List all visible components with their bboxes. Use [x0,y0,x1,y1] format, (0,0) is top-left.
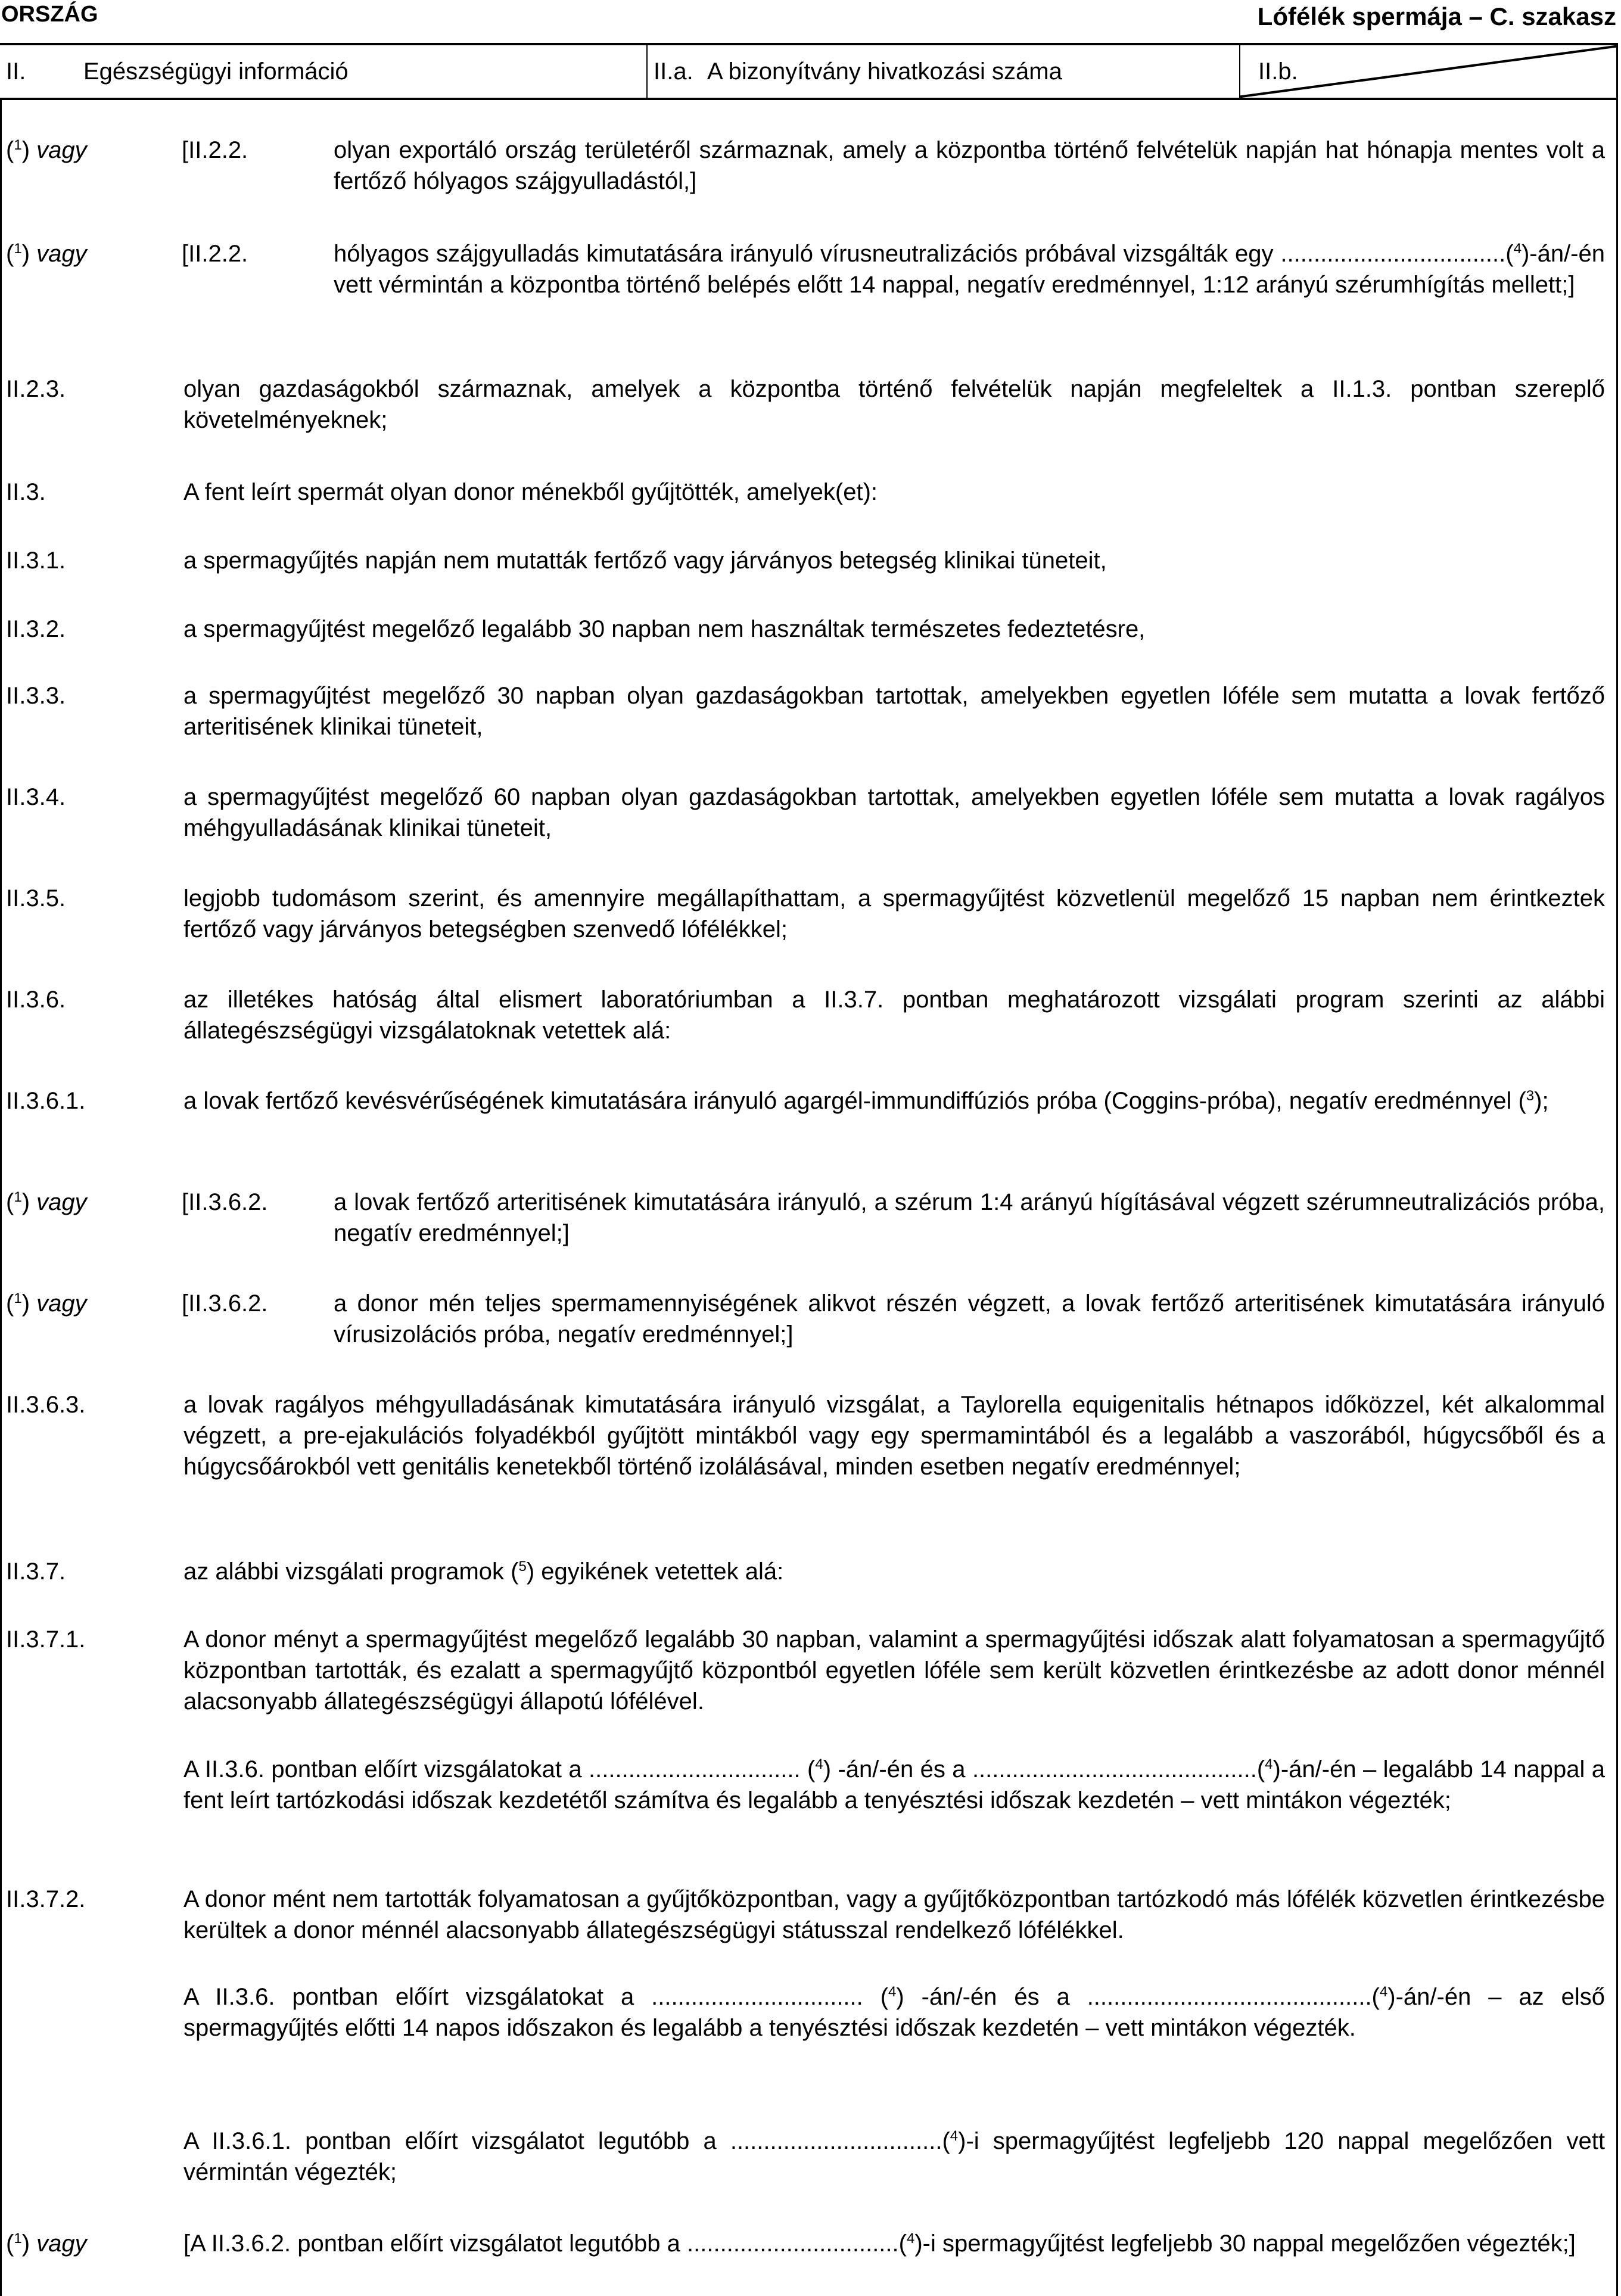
section-number: II. [6,58,26,85]
clause-ref: II.3.1. [6,547,66,574]
clause-ref: II.3.2. [6,616,66,642]
clause-ref: II.3.7.2. [6,1886,86,1912]
clause-text: legjobb tudomásom szerint, és amennyire megállapíthattam, a spermagyűjtést közvetlenül megelőző 15 napban nem érintkeztek fertőző vagy járványos betegségben szenvedő lófélékkel; [183,885,1605,942]
clause-ref: II.3.6.1. [6,1088,86,1114]
clause-ref: II.3. [6,479,46,505]
clause-ref: [II.2.2. [182,137,248,163]
clause-text: A donor mént nem tartották folyamatosan a gyűjtőközpontban, vagy a gyűjtőközpontban tartózkodó más lófélék közvetlen érintkezésbe kerültek a donor ménnél alacsonyabb állategészségügyi státusszal rendelkező lófélékkel. [183,1886,1605,1943]
clause-text: A fent leírt spermát olyan donor ménekből gyűjtötték, amelyek(et): [183,479,878,505]
reference-number-cell[interactable] [648,45,1240,98]
reference-number-label-num: II.a. [654,58,693,85]
clause-text: A donor ményt a spermagyűjtést megelőző legalább 30 napban, valamint a spermagyűjtési időszak alatt folyamatosan a spermagyűjtő központban tartották, és ezalatt a spermagyűjtő központból egyetlen lóféle sem került közvetlen érintkezésbe az adott donor ménnél alacsonyabb állategészségügyi állapotú lófélével. [183,1626,1605,1715]
clause-ref: II.3.3. [6,683,66,709]
clause-ref: II.3.7. [6,1558,66,1585]
clause-text: olyan gazdaságokból származnak, amelyek a központba történő felvételük napján megfeleltek a II.1.3. pontban szereplő követelményeknek; [183,376,1605,433]
reference-number-label: A bizonyítvány hivatkozási száma [707,58,1062,85]
clause-text-with-blanks[interactable]: A II.3.6.1. pontban előírt vizsgálatot legutóbb a ................................($^4$)-i spermagyűjtést legfeljebb 120 nappal megelőzően vett vérmintán végezték; [183,2128,1605,2185]
optional-marker: ($^1$) vagy [6,137,87,163]
optional-marker: ($^1$) vagy [6,241,87,267]
health-info-cell [0,45,648,98]
clause-ref: [II.2.2. [182,241,248,267]
clause-text: a lovak fertőző arteritisének kimutatására irányuló, a szérum 1:4 arányú hígításával végzett szérumneutralizációs próba, negatív eredménnyel;] [334,1189,1605,1246]
clause-text: olyan exportáló ország területéről származnak, amely a központba történő felvételük napján hat hónapja mentes volt a fertőző hólyagos szájgyulladástól,] [334,137,1605,194]
clause-text: a donor mén teljes spermamennyiségének alikvot részén végzett, a lovak fertőző arteritisének kimutatására irányuló vírusizolációs próba, negatív eredménnyel;] [334,1290,1605,1348]
section-title: Lófélék spermája – C. szakasz [1257,2,1616,30]
clause-text-with-blanks[interactable]: A II.3.6. pontban előírt vizsgálatokat a ................................ ($^4$) -án/-én és a ...........................................($^4$)-án/-én – az első spermagyűjtés előtti 14 napos időszakon és legalább a tenyésztési időszak kezdetén – vett mintákon végezték. [183,1984,1605,2041]
clause-text: a spermagyűjtést megelőző legalább 30 napban nem használtak természetes fedeztetésre, [183,616,1146,642]
clause-ref: [II.3.6.2. [182,1189,268,1215]
crossed-out-cell [1240,45,1616,98]
clause-text: az alábbi vizsgálati programok ($^5$) egyikének vetettek alá: [183,1558,784,1585]
country-label: ORSZÁG [1,2,98,27]
clause-text: a lovak ragályos méhgyulladásának kimutatására irányuló vizsgálat, a Taylorella equigenitalis hétnapos időközzel, két alkalommal végzett, a pre-ejakulációs folyadékból gyűjtött mintákból vagy egy spermamintából és a legalább a vaszorából, húgycsőből és a húgycsőárokból vett genitális kenetekből történő izolálásával, minden esetben negatív eredménnyel; [183,1392,1605,1480]
clause-text[interactable]: hólyagos szájgyulladás kimutatására irányuló vírusneutralizációs próbával vizsgálták egy ..................................($^4$)-án/-én vett vérmintán a központba történő belépés előtt 14 nappal, negatív eredménnyel, 1:12 arányú szérumhígítás mellett;] [334,241,1605,298]
clause-ref: [II.3.6.2. [182,1290,268,1317]
clause-ref: II.2.3. [6,376,66,402]
clause-ref: II.3.6. [6,987,66,1013]
clause-text: a spermagyűjtést megelőző 60 napban olyan gazdaságokban tartottak, amelyekben egyetlen lóféle sem mutatta a lovak ragályos méhgyulladásának klinikai tüneteit, [183,784,1605,841]
clause-text: a lovak fertőző kevésvérűségének kimutatására irányuló agargél-immundiffúziós próba (Coggins-próba), negatív eredménnyel ($^3$); [183,1088,1549,1114]
clause-ref: II.3.5. [6,885,66,911]
diagonal-strike-line [1240,45,1616,98]
clause-text: a spermagyűjtés napján nem mutatták fertőző vagy járványos betegség klinikai tüneteit, [183,547,1107,574]
clause-ref: II.3.7.1. [6,1626,86,1653]
certificate-header-table [0,43,1618,100]
clause-text: a spermagyűjtést megelőző 30 napban olyan gazdaságokban tartottak, amelyekben egyetlen lóféle sem mutatta a lovak fertőző arteritisének klinikai tüneteit, [183,683,1605,740]
optional-marker: ($^1$) vagy [6,1189,87,1215]
optional-marker: ($^1$) vagy [6,1290,87,1317]
clause-ref: II.3.6.3. [6,1392,86,1418]
optional-marker: ($^1$) vagy [6,2230,87,2257]
clause-text-with-blanks[interactable]: A II.3.6. pontban előírt vizsgálatokat a ................................ ($^4$) -án/-én és a ...........................................($^4$)-án/-én – legalább 14 nappal a fent leírt tartózkodási időszak kezdetétől számítva és legalább a tenyésztési időszak kezdetén – vett mintákon végezték; [183,1756,1605,1813]
clause-text-with-blanks[interactable]: [A II.3.6.2. pontban előírt vizsgálatot legutóbb a ................................($^4$)-i spermagyűjtést legfeljebb 30 nappal megelőzően végezték;] [183,2230,1576,2257]
section-label: Egészségügyi információ [83,58,349,85]
clause-text: az illetékes hatóság által elismert laboratóriumban a II.3.7. pontban meghatározott vizsgálati program szerinti az alábbi állategészségügyi vizsgálatoknak vetettek alá: [183,987,1605,1044]
cell-number: II.b. [1258,58,1298,85]
clause-ref: II.3.4. [6,784,66,810]
